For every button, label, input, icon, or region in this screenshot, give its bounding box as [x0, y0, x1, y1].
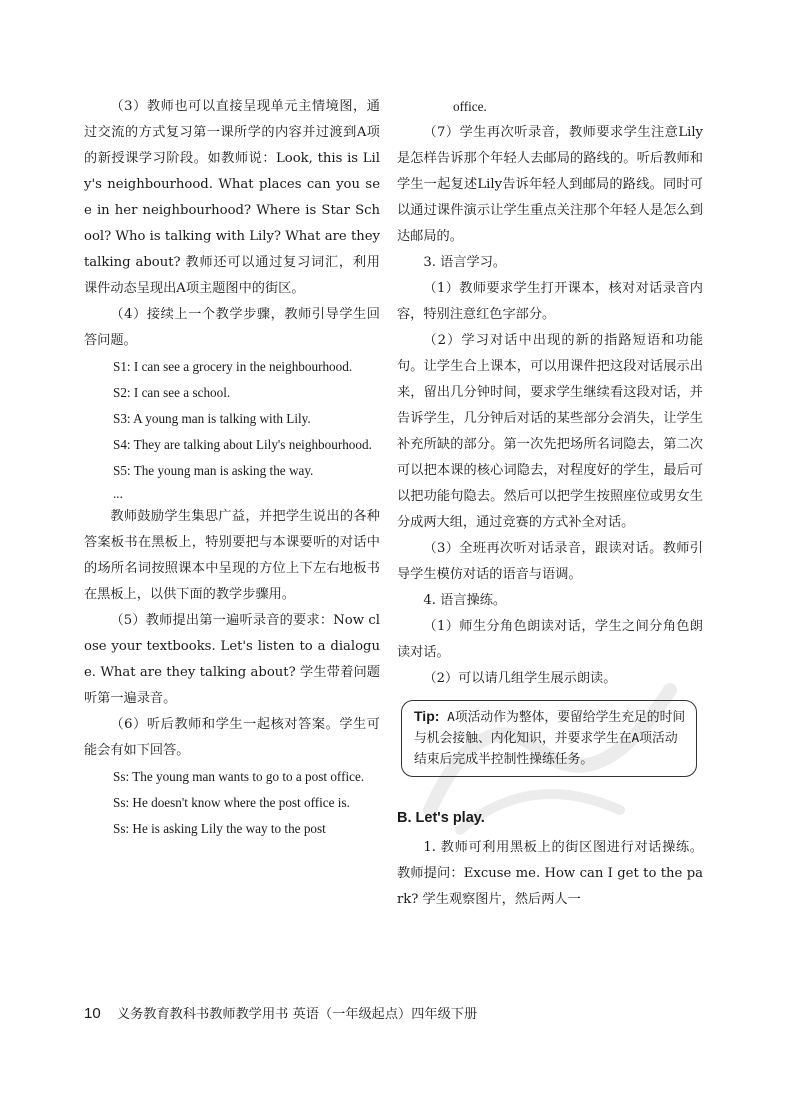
paragraph-step-6: （6）听后教师和学生一起核对答案。学生可能会有如下回答。	[84, 717, 380, 758]
paragraph-learning-1: （1）教师要求学生打开课本，核对对话录音内容，特别注意红色字部分。	[397, 281, 703, 322]
heading-language-practice: 4. 语言操练。	[423, 593, 507, 608]
dialogue-line: S2: I can see a school.	[113, 385, 231, 400]
paragraph-encourage: 教师鼓励学生集思广益，并把学生说出的各种答案板书在黑板上，特别要把与本课要听的对话中的场所名词按照课本中呈现的方位上下左右地板书在黑板上，以供下面的教学步骤用。	[84, 509, 380, 602]
left-column	[84, 94, 380, 842]
dialogue-line: S1: I can see a grocery in the neighbourhood.	[113, 359, 353, 374]
paragraph-step-7: （7）学生再次听录音，教师要求学生注意Lily是怎样告诉那个年轻人去邮局的路线的。听后教师和学生一起复述Lily告诉年轻人到邮局的路线。同时可以通过课件演示让学生重点关注那个年轻人是怎么到达邮局的。	[397, 125, 703, 244]
paragraph-learning-3: （3）全班再次听对话录音，跟读对话。教师引导学生模仿对话的语音与语调。	[397, 541, 703, 582]
tip-text: A项活动作为整体，要留给学生充足的时间与机会接触、内化知识，并要求学生在A项活动结束后完成半控制性操练任务。	[414, 710, 686, 767]
paragraph-step-4: （4）接续上一个教学步骤，教师引导学生回答问题。	[84, 307, 380, 348]
paragraph-step-3: （3）教师也可以直接呈现单元主情境图，通过交流的方式复习第一课所学的内容并过渡到A项的新授课学习阶段。如教师说：Look, this is Lily's neighbourhood. What places can you see in her neighbourhood? Where is Star School? Who is talking with Lily? What are they talking about? 教师还可以通过复习词汇，利用课件动态呈现出A项主题图中的街区。	[84, 99, 380, 296]
paragraph-section-b-1: 1. 教师可利用黑板上的街区图进行对话操练。教师提问：Excuse me. How can I get to the park? 学生观察图片，然后两人一	[397, 840, 703, 907]
page-number: 10	[84, 1005, 101, 1022]
right-column	[397, 94, 703, 913]
paragraph-practice-1: （1）师生分角色朗读对话，学生之间分角色朗读对话。	[397, 619, 703, 660]
tip-label: Tip:	[414, 708, 440, 724]
continued-line: office.	[453, 99, 487, 114]
page-footer	[84, 1003, 477, 1022]
answer-line: Ss: He is asking Lily the way to the post	[113, 821, 326, 836]
ellipsis: ...	[113, 486, 123, 501]
section-b-heading: B. Let's play.	[397, 810, 485, 826]
paragraph-practice-2: （2）可以请几组学生展示朗读。	[423, 671, 617, 686]
dialogue-line: S3: A young man is talking with Lily.	[113, 411, 311, 426]
answer-line: Ss: He doesn't know where the post office is.	[113, 795, 350, 810]
paragraph-step-5: （5）教师提出第一遍听录音的要求：Now close your textbooks. Let's listen to a dialogue. What are they talking about? 学生带着问题听第一遍录音。	[84, 613, 380, 706]
dialogue-line: S5: The young man is asking the way.	[113, 463, 314, 478]
book-title: 义务教育教科书教师教学用书 英语（一年级起点）四年级下册	[116, 1007, 478, 1022]
dialogue-line: S4: They are talking about Lily's neighbourhood.	[113, 437, 372, 452]
answer-line: Ss: The young man wants to go to a post office.	[113, 769, 365, 784]
tip-box	[401, 700, 697, 777]
heading-language-learning: 3. 语言学习。	[423, 255, 507, 270]
paragraph-learning-2: （2）学习对话中出现的新的指路短语和功能句。让学生合上课本，可以用课件把这段对话展示出来，留出几分钟时间，要求学生继续看这段对话，并告诉学生，几分钟后对话的某些部分会消失，让学生补充所缺的部分。第一次先把场所名词隐去，第二次可以把本课的核心词隐去，对程度好的学生，最后可以把功能句隐去。然后可以把学生按照座位或男女生分成两大组，通过竞赛的方式补全对话。	[397, 333, 703, 530]
